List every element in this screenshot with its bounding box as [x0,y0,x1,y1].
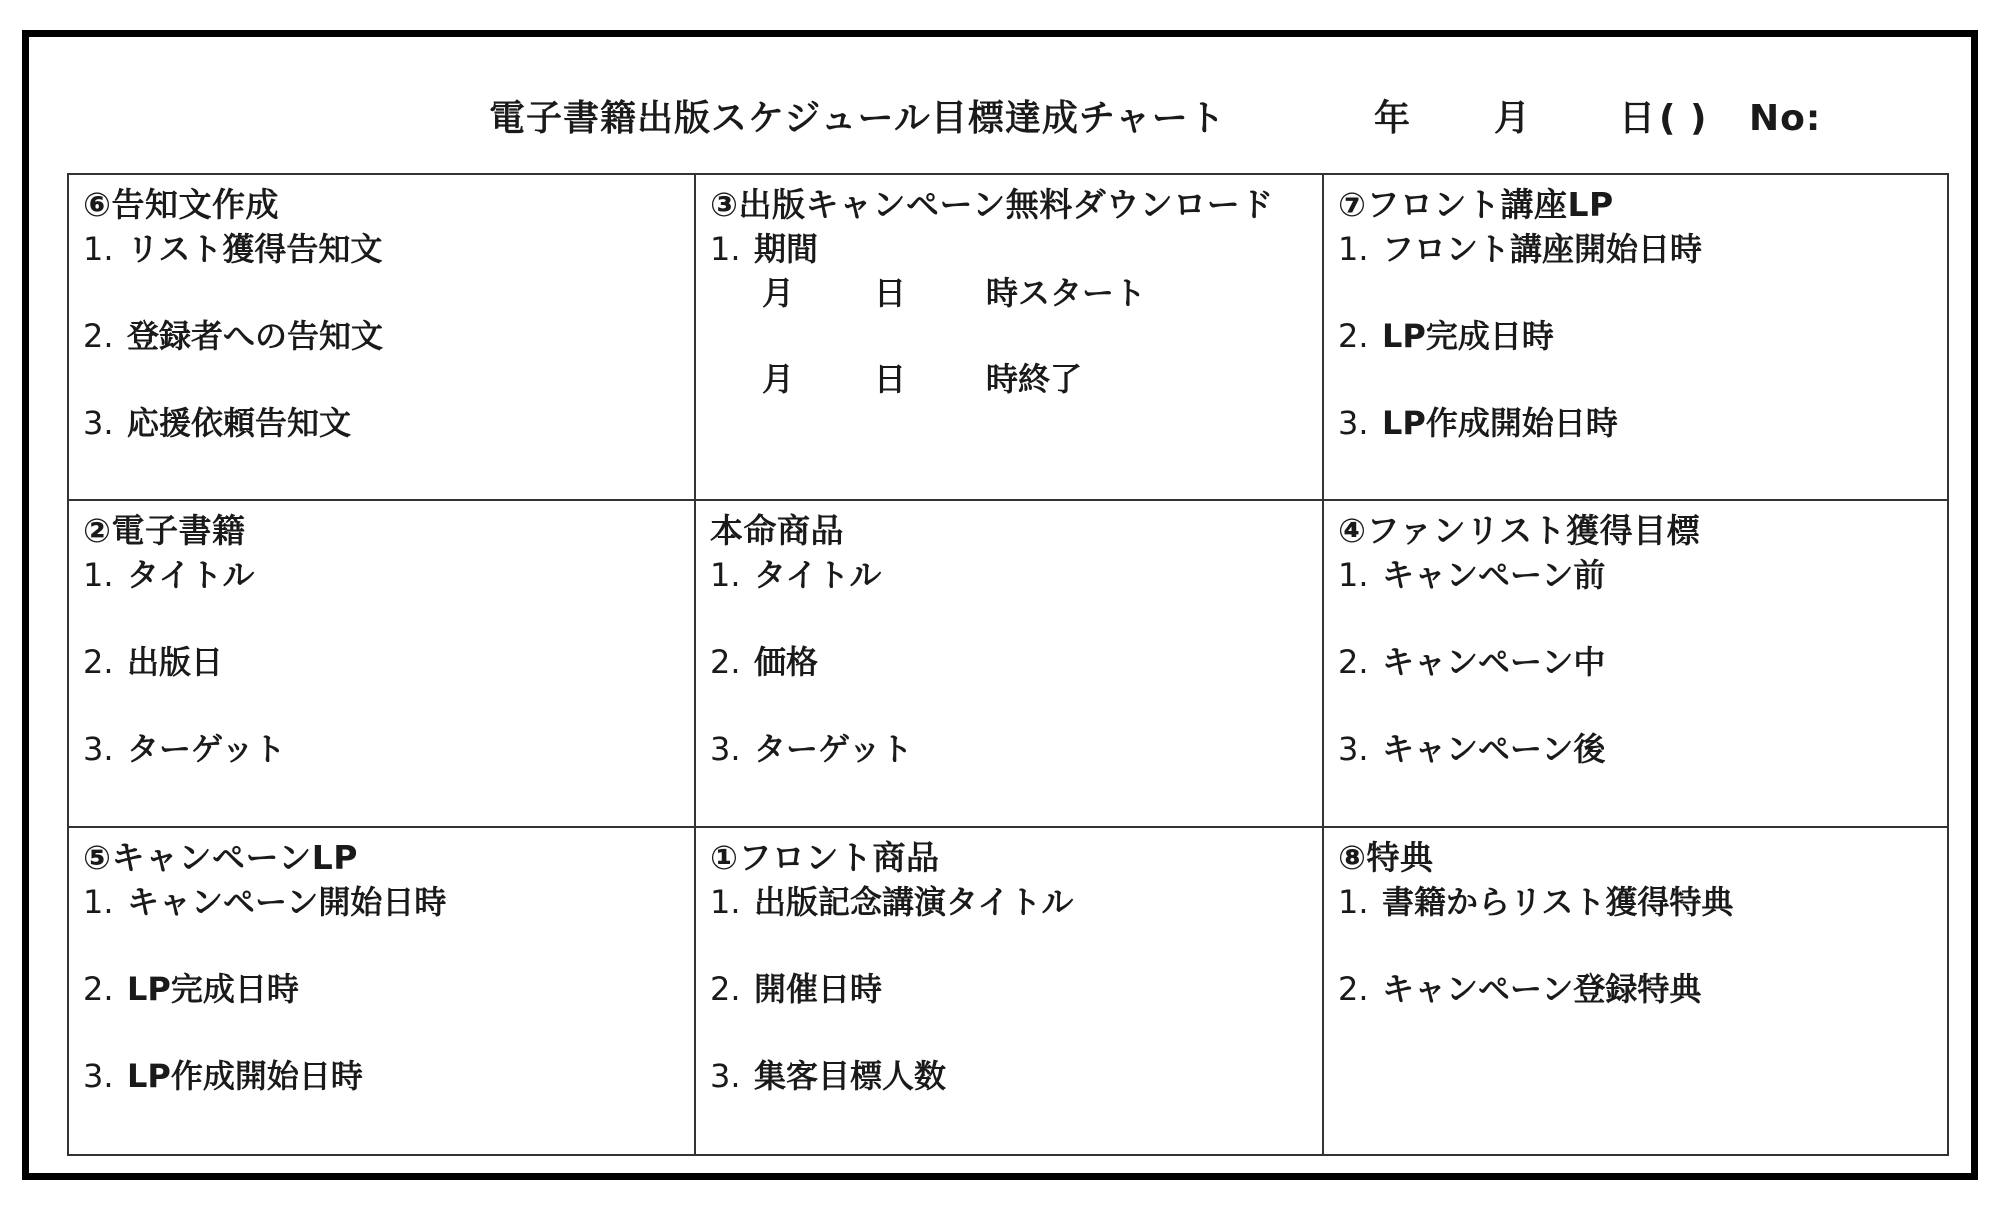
item-number: 3. [83,730,114,768]
period-end-tail: 時終了 [986,360,1083,398]
cell-bonus [1324,828,1947,1154]
item-text: ターゲット [754,730,913,768]
number-label: No: [1749,98,1822,139]
item-number: 1. [710,230,741,268]
item-number: 1. [83,883,114,921]
cell-free-download-campaign [696,175,1324,501]
cell-front-course-lp [1324,175,1947,501]
item-text: キャンペーン開始日時 [127,883,447,921]
item-text: 集客目標人数 [754,1057,947,1095]
item-text: 応援依頼告知文 [127,404,352,442]
list-item [1338,880,1933,924]
list-item [710,640,1308,684]
weekday-paren: ( ) [1659,98,1708,139]
item-list [1338,880,1933,1011]
list-item [710,553,1308,597]
item-text: タイトル [754,556,882,594]
document-title: 電子書籍出版スケジュール目標達成チャート [489,98,1226,139]
item-number: 2. [83,643,114,681]
list-item [710,1054,1308,1098]
cell-fan-list-target [1324,501,1947,828]
item-number: 1. [710,556,741,594]
item-list [83,227,680,445]
item-text: フロント講座開始日時 [1382,230,1703,268]
item-number: 2. [1338,970,1369,1008]
item-number: 1. [1338,883,1369,921]
list-item [1338,967,1933,1011]
item-number: 1. [83,556,114,594]
item-number: 3. [710,730,741,768]
item-text: ターゲット [127,730,286,768]
item-number: 1. [1338,556,1369,594]
list-item [83,553,680,597]
item-number: 2. [1338,643,1369,681]
period-start-tail: 時スタート [986,274,1147,312]
cell-title: ⑧特典 [1338,838,1434,877]
list-item [83,401,680,445]
list-item [1338,401,1933,445]
item-number: 3. [710,1057,741,1095]
item-number: 2. [710,643,741,681]
item-number: 3. [1338,404,1369,442]
list-item [1338,227,1933,271]
item-number: 1. [710,883,741,921]
cell-title: ③出版キャンペーン無料ダウンロード [710,185,1274,224]
item-number: 1. [83,230,114,268]
item-list [83,553,680,771]
list-item [710,727,1308,771]
item-list [83,880,680,1098]
cell-title: ①フロント商品 [710,838,940,877]
item-text: LP作成開始日時 [1382,404,1618,442]
list-item [1338,727,1933,771]
list-item [83,1054,680,1098]
item-number: 2. [83,317,114,355]
period-end-line [710,357,1308,401]
item-text: キャンペーン中 [1382,643,1606,681]
item-list [710,880,1308,1098]
item-number: 1. [1338,230,1369,268]
date-day-label: 日 [1619,98,1657,139]
period-start-day: 日 [874,274,907,312]
list-item [710,880,1308,924]
date-year-label: 年 [1374,98,1412,139]
document-header [29,89,1971,149]
item-text: 価格 [754,643,819,681]
item-text: リスト獲得告知文 [127,230,383,268]
list-item [83,880,680,924]
cell-title: ⑥告知文作成 [83,185,279,224]
cell-campaign-lp [69,828,696,1154]
item-text: 開催日時 [754,970,883,1008]
period-end-day: 日 [874,360,907,398]
list-item [83,727,680,771]
cell-ebook [69,501,696,828]
item-number: 3. [83,1057,114,1095]
date-month-label: 月 [1494,98,1532,139]
list-item [710,967,1308,1011]
item-list [710,553,1308,771]
list-item [83,640,680,684]
item-number: 3. [1338,730,1369,768]
cell-announcement-copy [69,175,696,501]
period-start-month: 月 [762,274,795,312]
item-text: タイトル [127,556,255,594]
item-text: キャンペーン後 [1382,730,1606,768]
item-text: キャンペーン前 [1382,556,1606,594]
item-text: 期間 [754,230,819,268]
list-item [1338,314,1933,358]
document-frame [22,30,1978,1180]
cell-title: ⑤キャンペーンLP [83,838,358,877]
cell-front-product [696,828,1324,1154]
item-number: 3. [83,404,114,442]
list-item [83,227,680,271]
item-list [1338,227,1933,445]
cell-main-product [696,501,1324,828]
cell-title: 本命商品 [710,511,844,550]
period-start-line [710,271,1308,315]
list-item [1338,553,1933,597]
cell-title: ④ファンリスト獲得目標 [1338,511,1701,550]
item-text: LP完成日時 [127,970,299,1008]
cell-title: ⑦フロント講座LP [1338,185,1614,224]
item-list [1338,553,1933,771]
list-item [83,314,680,358]
item-text: 登録者への告知文 [127,317,384,355]
period-end-month: 月 [762,360,795,398]
item-text: キャンペーン登録特典 [1382,970,1702,1008]
item-text: 書籍からリスト獲得特典 [1382,883,1734,921]
list-item [1338,640,1933,684]
item-text: LP完成日時 [1382,317,1554,355]
item-number: 2. [1338,317,1369,355]
item-text: LP作成開始日時 [127,1057,363,1095]
cell-title: ②電子書籍 [83,511,246,550]
item-number: 2. [83,970,114,1008]
list-item [710,227,1308,271]
item-text: 出版記念講演タイトル [754,883,1074,921]
item-number: 2. [710,970,741,1008]
schedule-grid [67,173,1949,1156]
list-item [83,967,680,1011]
item-text: 出版日 [127,643,224,681]
